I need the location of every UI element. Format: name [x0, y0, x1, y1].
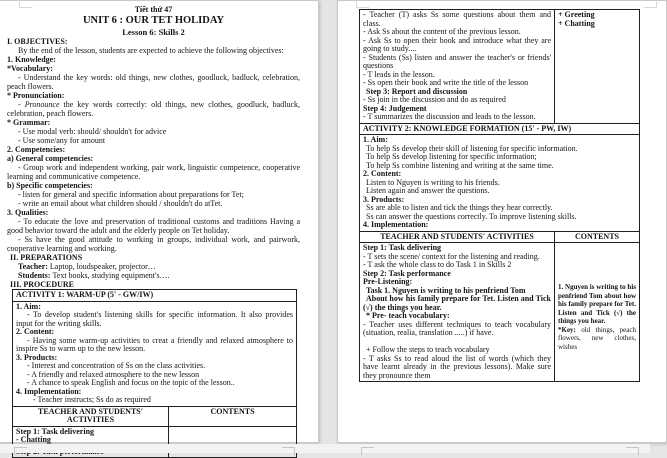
text-run: 1. Aim: — [363, 135, 388, 144]
text-run: 1. Aim: — [16, 301, 41, 311]
text-run: TEACHER AND STUDENTS' ACTIVITIES — [38, 406, 143, 424]
text-run: 4. Implementation: — [16, 386, 82, 396]
table-row — [360, 243, 640, 382]
table-cell — [555, 231, 640, 243]
table-row — [13, 290, 297, 302]
table-cell — [13, 301, 297, 406]
text-run: Tiết thứ 47 — [134, 5, 173, 14]
paragraph — [363, 125, 636, 134]
paragraph — [363, 221, 636, 230]
text-run: - Ss open their book and write the title of the lesson — [363, 78, 529, 87]
text-run: b) Specific competencies: — [7, 181, 93, 190]
paragraph — [363, 355, 551, 381]
paragraph — [7, 127, 300, 136]
paragraph — [558, 326, 636, 352]
table-row — [13, 406, 297, 426]
table-cell — [360, 243, 555, 382]
text-run: Listen again and answer the questions. — [366, 186, 490, 195]
paragraph — [7, 73, 300, 91]
paragraph — [7, 181, 300, 190]
text-run: - Teacher (T) asks Ss some questions about them and class. — [363, 10, 551, 28]
text-run: - Understand the key words: old things, new clothes, goodluck, badluck, celebration, peach flowers. — [7, 73, 300, 91]
paragraph — [7, 217, 300, 235]
crop-mark — [356, 0, 369, 8]
paragraph — [7, 208, 300, 217]
text-run: a) General competencies: — [7, 154, 94, 163]
text-run: Teacher: — [18, 262, 48, 271]
paragraph — [558, 233, 636, 242]
table-row — [360, 10, 640, 124]
paragraph — [16, 396, 293, 405]
table-cell — [169, 426, 297, 446]
paragraph — [16, 291, 293, 300]
paragraph — [7, 163, 300, 181]
table-cell — [555, 243, 640, 382]
table-cell — [360, 123, 640, 135]
paragraph — [7, 253, 300, 262]
text-run: UNIT 6 : OUR TET HOLIDAY — [82, 15, 225, 26]
text-run: - To develop student's listening skills for specific information. It also provides input for the writing skills. — [16, 310, 294, 328]
text-run: Step 2: Task performance — [363, 268, 451, 278]
text-run: Listen to Nguyen is writing to his friends. — [366, 177, 500, 187]
text-run: 2. Competencies: — [7, 145, 66, 154]
crop-mark — [19, 0, 32, 8]
table-cell — [360, 231, 555, 243]
lesson-title — [7, 27, 300, 37]
text-run: + Follow the steps to teach vocabulary — [366, 345, 490, 354]
text-run: old things, peach flowers, new clothes, wishes — [558, 325, 636, 351]
text-run: Step 3: Report and discussion — [366, 86, 468, 96]
paragraph — [363, 321, 551, 338]
text-run: - T sets the scene/ context for the listening and reading. — [363, 251, 540, 261]
text-run: CONTENTS — [210, 406, 255, 416]
text-run: 2. Content: — [363, 169, 402, 178]
text-run: 3. Products: — [363, 194, 405, 204]
text-run: - A friendly and relaxed atmosphere to the new lesson — [27, 369, 200, 379]
paragraph — [558, 20, 636, 29]
crop-mark — [282, 447, 295, 455]
text-run: - T summarizes the discussion and leads to the lesson. — [363, 112, 536, 121]
text-run: I. OBJECTIVES: — [7, 37, 68, 46]
paragraph — [7, 199, 300, 208]
text-run: - Ask Ss to open their book and introduce what they are going to study.... — [363, 35, 551, 53]
paragraph — [7, 46, 300, 55]
text-run: Laptop, loudspeaker, projector… — [47, 262, 156, 271]
text-run: To help Ss develop their skill of listening for specific information. — [366, 143, 578, 153]
text-run: *Vocabulary: — [7, 64, 53, 73]
paragraph — [363, 233, 551, 242]
paragraph — [7, 37, 300, 46]
text-run: - listen for general and specific information about preparations for Tet; — [18, 190, 244, 199]
paragraph — [363, 37, 551, 54]
text-run: ACTIVITY 2: KNOWLEDGE FORMATION (15' - PW, IW) — [363, 123, 572, 133]
text-run: Task 1. Nguyen is writing to his penfriend Tom — [366, 285, 526, 295]
text-run: - A chance to speak English and focus on the topic of the lesson.. — [27, 378, 235, 387]
text-run: TEACHER AND STUDENTS' ACTIVITIES — [380, 231, 534, 241]
text-run: Pronounce — [24, 100, 60, 109]
paragraph — [16, 311, 293, 328]
table-row — [13, 426, 297, 446]
table-cell — [13, 290, 297, 302]
text-run: By the end of the lesson, students are expected to achieve the following objectives: — [18, 46, 284, 55]
text-run: * Pre- teach vocabulary: — [366, 311, 450, 320]
text-run: + Greeting — [558, 10, 595, 19]
text-run: Pre-Listening: — [363, 277, 413, 286]
paragraph — [363, 54, 551, 71]
activity-1-table-continued — [359, 9, 640, 382]
paragraph — [7, 136, 300, 145]
text-run: - Ask Ss about the content of the previous lesson. — [363, 27, 521, 36]
paragraph — [363, 11, 551, 28]
text-run: Students: — [18, 271, 51, 280]
paragraph — [7, 262, 300, 271]
paragraph — [7, 55, 300, 64]
text-run: - Ss join in the discussion and do as required — [363, 95, 506, 104]
text-run: About how his family prepare for Tet. Listen and Tick (√) the things you hear. — [363, 294, 551, 312]
text-run: Ss can answer the questions correctly. To improve listening skills. — [366, 211, 577, 221]
paragraph — [172, 408, 293, 417]
lesson-number — [7, 5, 300, 15]
text-run: - Having some warm-up activities to creat a friendly and relaxed atmosphere to inspire Ss to warm up to the new lesson. — [16, 335, 294, 353]
paragraph — [7, 145, 300, 154]
text-run: - Students (Ss) listen and answer the teacher's or friends' questions — [363, 52, 551, 70]
table-row — [360, 231, 640, 243]
text-run: Step 1: Task delivering — [16, 426, 95, 436]
text-run: To help Ss combine listening and writing at the same time. — [366, 160, 554, 170]
text-run: 3. Products: — [16, 352, 58, 362]
paragraph — [7, 154, 300, 163]
text-run: CONTENTS — [574, 231, 619, 241]
text-run: - write an email about what children should / shouldn't do atTet. — [18, 199, 223, 208]
activity-1-table — [12, 289, 297, 458]
unit-title — [7, 15, 300, 27]
crop-mark — [361, 447, 374, 455]
text-run: - Use some/any for amount — [18, 136, 106, 145]
text-run: - T leads in the lesson. — [363, 69, 435, 79]
paragraph — [7, 190, 300, 199]
text-run: To help Ss develop listening for specific information; — [366, 152, 537, 161]
text-run: + Chatting — [558, 18, 595, 28]
paragraph — [363, 162, 636, 171]
text-run: - Use modal verb: should/ shouldn't for advice — [18, 127, 167, 136]
page-1 — [0, 0, 319, 443]
table-row — [13, 301, 297, 406]
page-2 — [337, 0, 667, 443]
text-run: Step 4: Judgement — [363, 103, 427, 113]
text-run: 1. Nguyen is writing to his penfriend Tom about how his family prepare for Tet. Listen and Tick (√) the things you hear. — [558, 283, 636, 325]
crop-mark — [644, 0, 657, 8]
text-run: III. PROCEDURE — [10, 280, 75, 289]
table-cell — [360, 135, 640, 232]
table-cell — [360, 10, 555, 124]
text-run — [363, 337, 365, 346]
text-run: - Ss have the good attitude to working in groups, individual work, and pairwork, cooperative learning and working. — [7, 235, 300, 253]
text-run: II. PREPARATIONS — [10, 253, 83, 262]
paragraph — [7, 64, 300, 73]
text-run: Step 1: Task delivering — [363, 243, 442, 252]
table-cell — [169, 406, 297, 426]
text-run: - T asks Ss to read aloud the list of words (which they have learnt already in the previous lessons). Make sure they pronounce them — [363, 353, 551, 380]
table-cell — [13, 426, 169, 446]
table-cell — [555, 10, 640, 124]
text-run: - Interest and concentration of Ss on the class activities. — [27, 361, 206, 370]
paragraph — [7, 100, 300, 118]
paragraph — [7, 118, 300, 127]
crop-mark — [14, 447, 27, 455]
paragraph — [363, 295, 551, 312]
text-run: 3. Qualities: — [7, 208, 49, 217]
text-run: - To educate the love and preservation of traditional customs and traditions Having a good behavior toward the adult and the elderly people on Tet holiday. — [7, 217, 300, 235]
paragraph — [7, 235, 300, 253]
text-run: * Pronunciation: — [7, 91, 65, 100]
text-run: * Grammar: — [7, 118, 51, 127]
text-run: ACTIVITY 1: WARM-UP (5' - GW/IW) — [16, 290, 154, 299]
paragraph — [7, 91, 300, 100]
text-run: 2. Content: — [16, 327, 55, 336]
text-run: Ss are able to listen and tick the things they hear correctly. — [366, 203, 553, 212]
text-run: Text books, studying equipment's…. — [50, 271, 170, 280]
table-cell — [13, 406, 169, 426]
paragraph — [7, 271, 300, 280]
text-run: - Teacher instructs; Ss do as required — [33, 395, 151, 404]
next-page-row — [0, 444, 650, 453]
crop-mark — [626, 447, 639, 455]
table-row — [360, 123, 640, 135]
paragraph — [363, 113, 551, 122]
text-run: - T ask the whole class to do Task 1 in Skills 2 — [363, 260, 512, 269]
text-run: - Teacher uses different techniques to teach vocabulary (situation, realia, translation .....) if have. — [363, 319, 551, 337]
text-run: Lesson 6: Skills 2 — [122, 27, 185, 37]
text-run: *Key: — [558, 325, 576, 334]
text-run: - Chatting — [16, 435, 51, 444]
text-run: the key words correctly: old things, new clothes, goodluck, badluck, celebration, peach flowers. — [7, 100, 300, 118]
table-row — [360, 135, 640, 232]
text-run: 1. Knowledge: — [7, 55, 56, 64]
paragraph — [16, 337, 293, 354]
paragraph — [558, 283, 636, 326]
text-run: 4. Implementation: — [363, 220, 429, 229]
paragraph — [16, 408, 165, 425]
text-run: - — [18, 100, 25, 109]
paragraph — [7, 280, 300, 289]
text-run: - Group work and independent working, pair work, linguistic competence, cooperative learning and communicative competence. — [7, 163, 300, 181]
